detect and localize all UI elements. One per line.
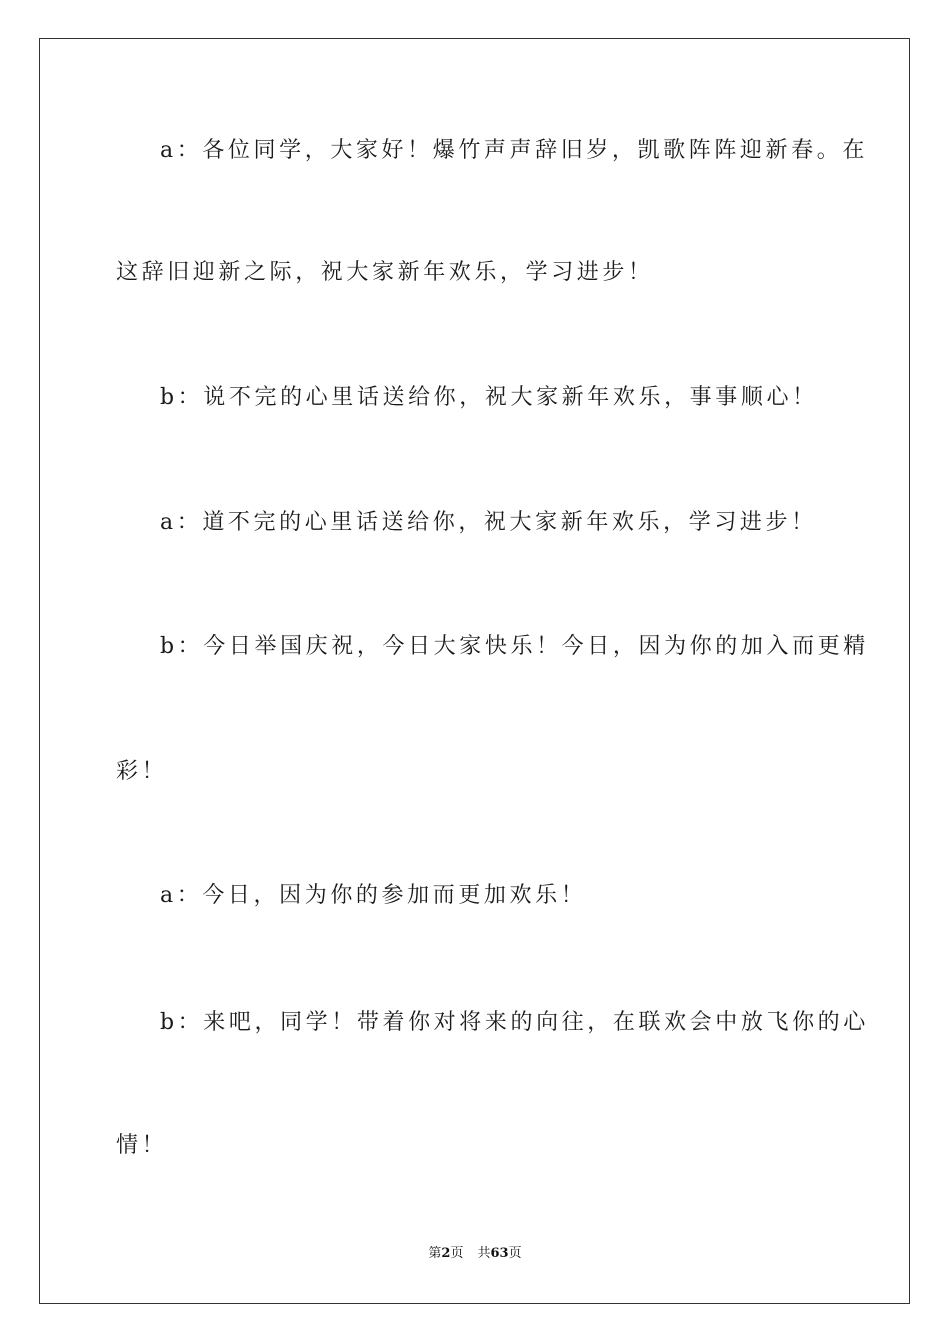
dialogue-line-b-wishes: b：说不完的心里话送给你，祝大家新年欢乐，事事顺心！ xyxy=(160,385,818,410)
footer-page-prefix: 第 xyxy=(428,1246,442,1261)
footer-total-pages: 63 xyxy=(490,1246,509,1261)
page-footer xyxy=(0,1245,950,1263)
dialogue-line-a-joy: a：今日，因为你的参加而更加欢乐！ xyxy=(160,883,587,908)
footer-total-suffix: 页 xyxy=(508,1246,522,1261)
page-border xyxy=(39,38,910,1304)
footer-page-number: 2 xyxy=(441,1246,451,1261)
dialogue-line-b-celebrate: b：今日举国庆祝，今日大家快乐！今日，因为你的加入而更精 xyxy=(160,634,869,659)
dialogue-line-b-invite: b：来吧，同学！带着你对将来的向往，在联欢会中放飞你的心 xyxy=(160,1010,869,1035)
dialogue-line-a-greeting-cont: 这辞旧迎新之际，祝大家新年欢乐，学习进步！ xyxy=(116,260,654,285)
footer-total-prefix: 共 xyxy=(477,1246,491,1261)
dialogue-line-b-celebrate-cont: 彩！ xyxy=(116,759,168,784)
footer-page-suffix: 页 xyxy=(450,1246,464,1261)
dialogue-line-a-wishes: a：道不完的心里话送给你，祝大家新年欢乐，学习进步！ xyxy=(160,510,817,535)
dialogue-line-a-greeting: a：各位同学，大家好！爆竹声声辞旧岁，凯歌阵阵迎新春。在 xyxy=(160,138,868,163)
dialogue-line-b-invite-cont: 情！ xyxy=(116,1133,168,1158)
